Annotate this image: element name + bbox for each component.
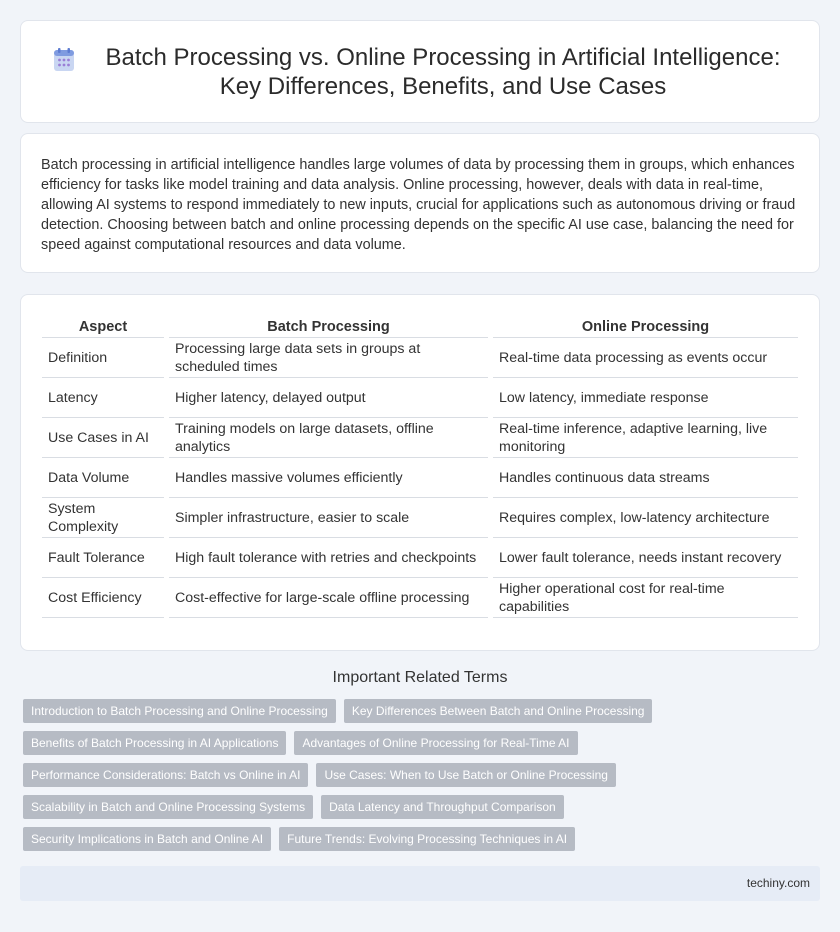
aspect-cell: Fault Tolerance	[42, 538, 164, 578]
table-row	[42, 538, 798, 578]
online-cell: Low latency, immediate response	[493, 378, 798, 418]
table-row	[42, 418, 798, 458]
comparison-table	[37, 315, 803, 618]
page-title: Batch Processing vs. Online Processing in Artificial Intelligence: Key Differences, Benefits, and Use Cases	[105, 43, 781, 100]
intro-card	[20, 133, 820, 273]
column-header-aspect: Aspect	[42, 315, 164, 338]
online-cell: Handles continuous data streams	[493, 458, 798, 498]
aspect-cell: Data Volume	[42, 458, 164, 498]
batch-cell: Processing large data sets in groups at scheduled times	[169, 338, 488, 378]
intro-paragraph: Batch processing in artificial intelligence handles large volumes of data by processing them in groups, which enhances efficiency for tasks like model training and data analysis. Online processing, however, deals with data in real-time, allowing AI systems to respond immediately to new inputs, crucial for applications such as autonomous driving or fraud detection. Choosing between batch and online processing depends on the specific AI use case, balancing the need for speed against computational resources and data volume.	[41, 157, 796, 253]
related-terms-section	[0, 669, 840, 851]
aspect-cell: Definition	[42, 338, 164, 378]
table-row	[42, 498, 798, 538]
related-term-tag[interactable]: Use Cases: When to Use Batch or Online Processing	[316, 763, 615, 787]
header-card	[20, 20, 820, 123]
comparison-card	[20, 294, 820, 651]
table-row	[42, 458, 798, 498]
table-row	[42, 378, 798, 418]
related-term-tag[interactable]: Advantages of Online Processing for Real-Time AI	[294, 731, 577, 755]
related-terms-title: Important Related Terms	[332, 669, 508, 686]
online-cell: Lower fault tolerance, needs instant recovery	[493, 538, 798, 578]
batch-cell: High fault tolerance with retries and checkpoints	[169, 538, 488, 578]
related-term-tag[interactable]: Data Latency and Throughput Comparison	[321, 795, 564, 819]
online-cell: Higher operational cost for real-time capabilities	[493, 578, 798, 618]
batch-cell: Handles massive volumes efficiently	[169, 458, 488, 498]
aspect-cell: System Complexity	[42, 498, 164, 538]
online-cell: Real-time data processing as events occur	[493, 338, 798, 378]
table-header-row	[42, 315, 798, 338]
related-term-tag[interactable]: Benefits of Batch Processing in AI Applications	[23, 731, 286, 755]
online-cell: Requires complex, low-latency architecture	[493, 498, 798, 538]
batch-cell: Training models on large datasets, offline analytics	[169, 418, 488, 458]
batch-cell: Higher latency, delayed output	[169, 378, 488, 418]
calendar-document-icon	[51, 47, 77, 73]
related-terms-tags	[0, 699, 840, 851]
table-row	[42, 578, 798, 618]
aspect-cell: Cost Efficiency	[42, 578, 164, 618]
batch-cell: Cost-effective for large-scale offline processing	[169, 578, 488, 618]
table-row	[42, 338, 798, 378]
related-term-tag[interactable]: Future Trends: Evolving Processing Techniques in AI	[279, 827, 575, 851]
online-cell: Real-time inference, adaptive learning, live monitoring	[493, 418, 798, 458]
related-term-tag[interactable]: Security Implications in Batch and Online AI	[23, 827, 271, 851]
aspect-cell: Latency	[42, 378, 164, 418]
related-term-tag[interactable]: Introduction to Batch Processing and Online Processing	[23, 699, 336, 723]
related-term-tag[interactable]: Performance Considerations: Batch vs Online in AI	[23, 763, 308, 787]
footer-site-link[interactable]: techiny.com	[746, 876, 810, 890]
column-header-online: Online Processing	[493, 315, 798, 338]
batch-cell: Simpler infrastructure, easier to scale	[169, 498, 488, 538]
aspect-cell: Use Cases in AI	[42, 418, 164, 458]
column-header-batch: Batch Processing	[169, 315, 488, 338]
related-term-tag[interactable]: Key Differences Between Batch and Online Processing	[344, 699, 653, 723]
related-term-tag[interactable]: Scalability in Batch and Online Processing Systems	[23, 795, 313, 819]
footer	[20, 866, 820, 901]
